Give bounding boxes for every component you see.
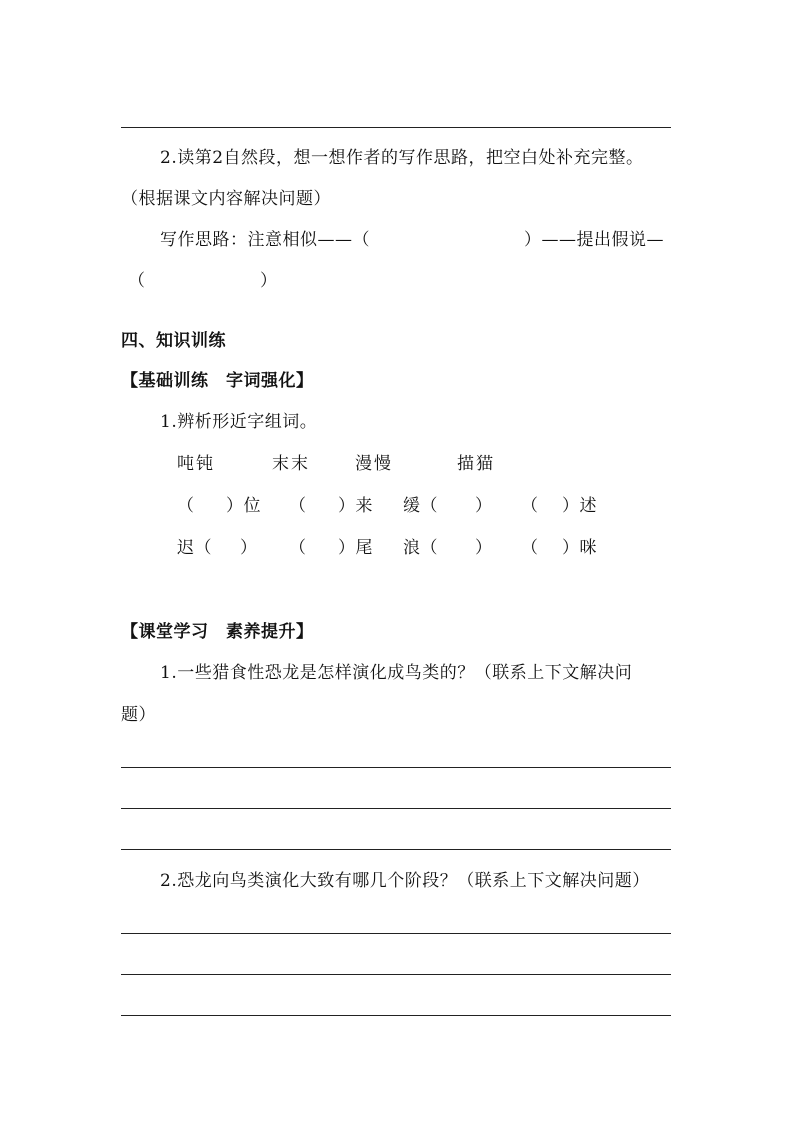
blank-2-2-open: （ [289,538,307,558]
blank-open: （ [128,271,146,291]
blank-1-1-open: （ [177,496,195,516]
classroom-question-2: 2.恐龙向鸟类演化大致有哪几个阶段？（联系上下文解决问题） [160,871,650,891]
answer-line-3 [121,849,671,850]
blank-2-3-close: ） [475,538,493,558]
char-group-3: 漫慢 [355,454,393,474]
blank-1-2-open: （ [289,496,307,516]
classroom-heading: 【课堂学习 素养提升】 [121,622,314,642]
blank-2-1-open: 迟（ [177,538,212,558]
classroom-question-1: 1.一些猎食性恐龙是怎样演化成鸟类的？（联系上下文解决问 [160,663,633,683]
writing-idea-mid: ）——提出假说— [524,230,664,250]
blank-1-4-close: ）述 [562,496,597,516]
blank-close: ） [260,271,278,291]
char-group-4: 描猫 [457,454,495,474]
answer-line-top [121,127,671,128]
char-group-1: 吨钝 [177,454,215,474]
answer-line-4 [121,933,671,934]
blank-2-3-open: 浪（ [403,538,438,558]
blank-1-1-close: ）位 [226,496,261,516]
question-1-prompt: 1.辨析形近字组词。 [160,412,318,432]
section-4-heading: 四、知识训练 [121,331,226,351]
answer-line-5 [121,974,671,975]
basic-training-heading: 【基础训练 字词强化】 [121,371,314,391]
blank-1-2-close: ）来 [338,496,373,516]
answer-line-6 [121,1015,671,1016]
blank-1-3-open: 缓（ [403,496,438,516]
blank-1-4-open: （ [521,496,539,516]
char-group-2: 末末 [272,454,310,474]
question-2-text: 2.读第2自然段，想一想作者的写作思路，把空白处补充完整。 [160,148,644,168]
blank-2-2-close: ）尾 [338,538,373,558]
blank-1-3-close: ） [475,496,493,516]
answer-line-2 [121,808,671,809]
blank-2-1-close: ） [240,538,258,558]
classroom-question-1-cont: 题） [121,705,156,725]
blank-2-4-open: （ [521,538,539,558]
question-2-hint: （根据课文内容解决问题） [121,189,331,209]
answer-line-1 [121,767,671,768]
writing-idea-label: 写作思路：注意相似——（ [160,230,370,250]
blank-2-4-close: ）咪 [562,538,597,558]
